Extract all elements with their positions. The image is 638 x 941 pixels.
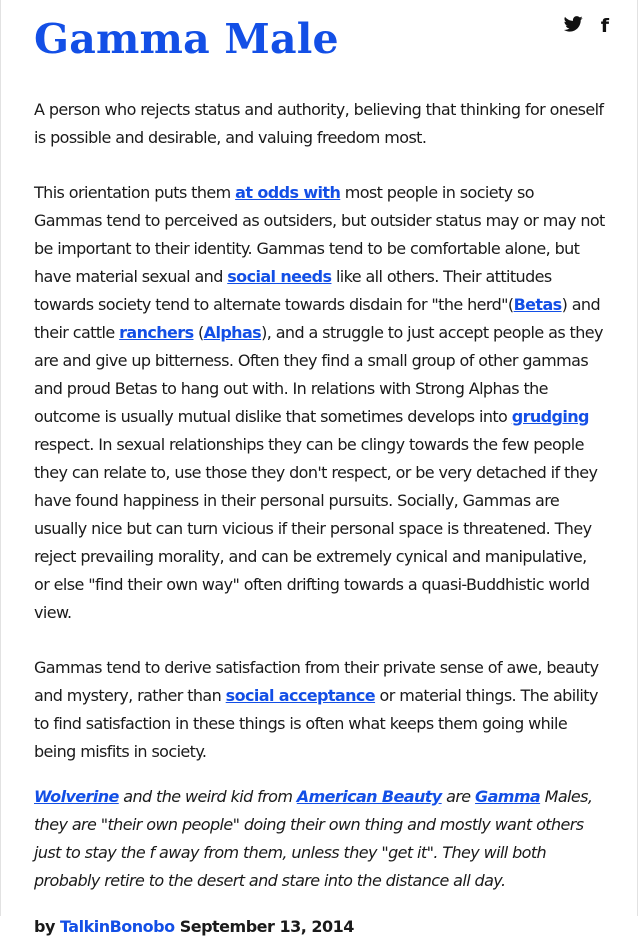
twitter-icon[interactable] <box>564 16 583 36</box>
link-betas[interactable]: Betas <box>513 295 562 314</box>
text-run: ) and their cattle <box>34 295 601 342</box>
meaning-paragraph-1: A person who rejects status and authority, believing that thinking for oneself is possible and desirable, and valuing freedom most. <box>34 100 604 147</box>
link-wolverine[interactable]: Wolverine <box>34 787 119 806</box>
text-run: most people in society so Gammas tend to perceived as outsiders, but outsider status may or may not be important to their identity. Gammas tend to be comfortable alone, but have material sexual and <box>34 183 605 286</box>
link-at-odds-with[interactable]: at odds with <box>235 183 341 202</box>
text-run: ), and a struggle to just accept people as they are and give up bitterness. Often they find a small group of other gammas and proud Betas to hang out with. In relations with Strong Alphas the outcome is usually mutual dislike that sometimes develops into <box>34 323 603 426</box>
text-run: or material things. The ability to find satisfaction in these things is often what keeps them going while being misfits in society. <box>34 686 598 761</box>
author-link[interactable]: TalkinBonobo <box>59 917 175 936</box>
meaning-paragraph-3 <box>34 654 605 766</box>
text-run: like all others. Their attitudes towards society tend to alternate towards disdain for "the herd"( <box>34 267 552 314</box>
link-social-needs[interactable]: social needs <box>227 267 332 286</box>
link-social-acceptance[interactable]: social acceptance <box>225 686 376 705</box>
link-ranchers[interactable]: ranchers <box>119 323 194 342</box>
share-buttons <box>564 16 609 36</box>
by-label: by <box>34 917 60 936</box>
text-run: and the weird kid from <box>118 787 297 806</box>
meaning-paragraph-2 <box>34 179 605 627</box>
text-run: This orientation puts them <box>34 183 236 202</box>
link-grudging[interactable]: grudging <box>511 407 589 426</box>
definition-example <box>34 783 605 895</box>
link-alphas[interactable]: Alphas <box>203 323 262 342</box>
contributor-line <box>34 913 605 941</box>
text-run: are <box>441 787 476 806</box>
link-american-beauty[interactable]: American Beauty <box>296 787 442 806</box>
definition-meaning <box>34 96 605 766</box>
text-run: Gammas tend to derive satisfaction from their private sense of awe, beauty and mystery, rather than <box>34 658 599 705</box>
text-run: ( <box>193 323 204 342</box>
post-date: September 13, 2014 <box>174 917 354 936</box>
facebook-icon[interactable]: f <box>600 15 609 37</box>
link-gamma[interactable]: Gamma <box>475 787 541 806</box>
text-run: respect. In sexual relationships they can be clingy towards the few people they can relate to, use those they don't respect, or be very detached if they have found happiness in their personal pursuits. Socially, Gammas are usually nice but can turn vicious if their personal space is threatened. They reject prevailing morality, and can be extremely cynical and manipulative, or else "find their own way" often drifting towards a quasi-Buddhistic world view. <box>34 435 598 622</box>
word-title[interactable]: Gamma Male <box>34 15 339 63</box>
text-run: Males, they are "their own people" doing their own thing and mostly want others just to stay the f away from them, unless they "get it". They will both probably retire to the desert and stare into the distance all day. <box>34 787 593 890</box>
